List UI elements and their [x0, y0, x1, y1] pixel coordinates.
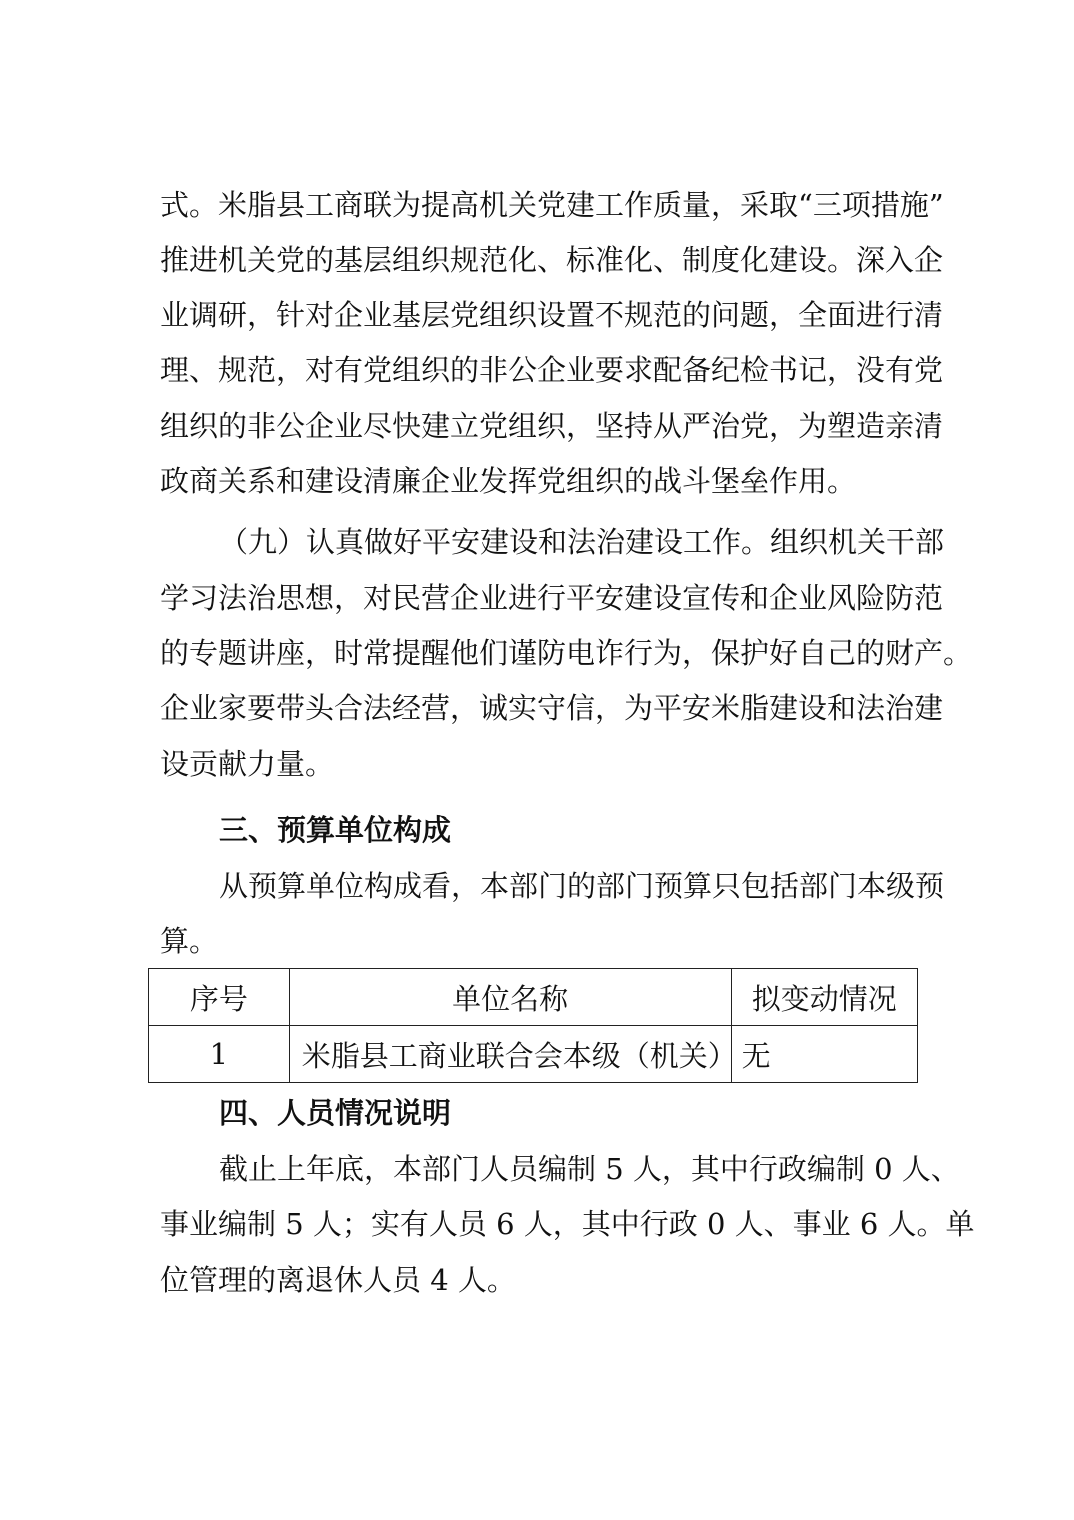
section4-line-3: 位管理的离退休人员 4 人。 — [160, 1263, 516, 1297]
table-cell-change: 无 — [731, 1026, 917, 1083]
table-header-row — [149, 969, 918, 1026]
section3-line-2: 算。 — [160, 924, 219, 958]
budget-unit-table — [148, 968, 918, 1083]
paragraph2-line-5: 设贡献力量。 — [160, 747, 335, 781]
paragraph1-line-5: 组织的非公企业尽快建立党组织，坚持从严治党，为塑造亲清 — [160, 409, 944, 443]
paragraph1-line-3: 业调研，针对企业基层党组织设置不规范的问题，全面进行清 — [160, 298, 944, 332]
paragraph2-line-4: 企业家要带头合法经营，诚实守信，为平安米脂建设和法治建 — [160, 691, 944, 725]
paragraph2-line-3: 的专题讲座，时常提醒他们谨防电诈行为，保护好自己的财产。 — [160, 636, 973, 670]
section4-line-1: 截止上年底，本部门人员编制 5 人，其中行政编制 0 人、 — [219, 1152, 960, 1186]
table-header-unit-name: 单位名称 — [289, 969, 731, 1026]
table-header-number: 序号 — [149, 969, 290, 1026]
paragraph2-line-2: 学习法治思想，对民营企业进行平安建设宣传和企业风险防范 — [160, 581, 944, 615]
paragraph1-line-2: 推进机关党的基层组织规范化、标准化、制度化建设。深入企 — [160, 243, 944, 277]
table-row — [149, 1026, 918, 1083]
section4-line-2: 事业编制 5 人；实有人员 6 人，其中行政 0 人、事业 6 人。单 — [160, 1207, 975, 1241]
section3-heading: 三、预算单位构成 — [219, 813, 452, 847]
paragraph1-line-6: 政商关系和建设清廉企业发挥党组织的战斗堡垒作用。 — [160, 464, 857, 498]
section4-heading: 四、人员情况说明 — [219, 1096, 452, 1130]
paragraph1-line-1: 式。米脂县工商联为提高机关党建工作质量，采取“三项措施” — [160, 188, 944, 222]
table-cell-unit-name: 米脂县工商业联合会本级（机关） — [289, 1026, 731, 1083]
paragraph1-line-4: 理、规范，对有党组织的非公企业要求配备纪检书记，没有党 — [160, 353, 944, 387]
table-header-change: 拟变动情况 — [731, 969, 917, 1026]
paragraph2-line-1: （九）认真做好平安建设和法治建设工作。组织机关干部 — [219, 525, 945, 559]
table-cell-number: 1 — [149, 1026, 290, 1083]
section3-line-1: 从预算单位构成看，本部门的部门预算只包括部门本级预 — [219, 869, 945, 903]
